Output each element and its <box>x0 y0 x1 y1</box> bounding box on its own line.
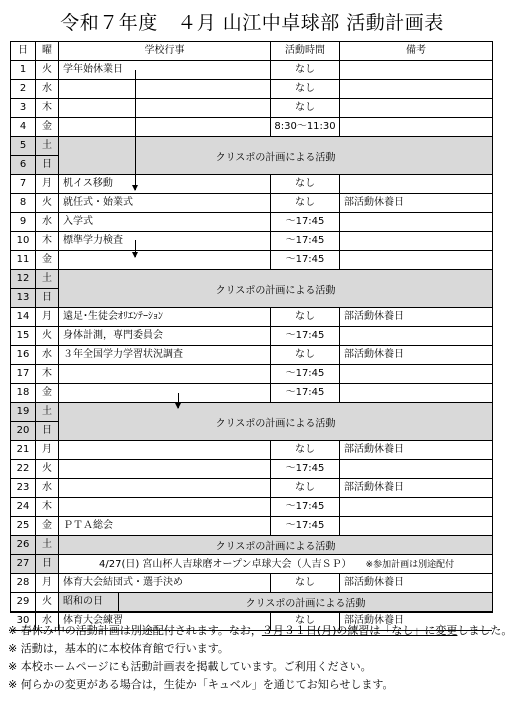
table-row <box>11 479 492 498</box>
row-time: ～17:45 <box>271 517 340 535</box>
row-day: 10 <box>11 232 36 250</box>
row-time: なし <box>271 175 340 193</box>
table-row <box>11 118 492 137</box>
club-plan-merged-cell-5 <box>119 593 492 612</box>
row-dow: 土 <box>36 536 59 554</box>
row-dow: 水 <box>36 612 59 630</box>
row-dow: 土 <box>36 270 59 288</box>
row-note <box>340 460 492 478</box>
table-row <box>11 346 492 365</box>
row-day: 2 <box>11 80 36 98</box>
row-time: なし <box>271 479 340 497</box>
footnote-3: ※ 本校ホームページにも活動計画表を掲載しています。ご利用ください。 <box>8 660 372 673</box>
table-row <box>11 460 492 479</box>
row-dow: 水 <box>36 80 59 98</box>
row-event <box>59 384 271 402</box>
header-note: 備考 <box>406 45 426 56</box>
row-day: 3 <box>11 99 36 117</box>
tournament-note: ※参加計画は別途配付 <box>365 560 455 570</box>
row-dow: 日 <box>36 289 59 307</box>
row-dow: 水 <box>36 346 59 364</box>
row-dow: 土 <box>36 403 59 421</box>
row-event: 体育大会結団式・選手決め <box>59 574 271 592</box>
table-row <box>11 308 492 327</box>
row-day: 5 <box>11 137 36 155</box>
row-time: 8:30～11:30 <box>271 118 340 136</box>
table-row <box>11 365 492 384</box>
row-day: 13 <box>11 289 36 307</box>
table-row <box>11 441 492 460</box>
row-day: 26 <box>11 536 36 554</box>
table-row <box>11 213 492 232</box>
row-day: 15 <box>11 327 36 345</box>
row-day: 6 <box>11 156 36 174</box>
row-note <box>340 61 492 79</box>
row-dow: 火 <box>36 460 59 478</box>
row-note <box>340 327 492 345</box>
row-event: ３年全国学力学習状況調査 <box>59 346 271 364</box>
row-event <box>59 365 271 383</box>
row-day: 7 <box>11 175 36 193</box>
row-note: 部活動休養日 <box>344 197 404 208</box>
row-time: なし <box>271 574 340 592</box>
page-title: 令和７年度 ４月 山江中卓球部 活動計画表 <box>60 12 444 34</box>
header-time: 活動時間 <box>271 42 340 60</box>
row-note <box>340 175 492 193</box>
row-day: 4 <box>11 118 36 136</box>
club-plan-merged-cell-2 <box>59 270 492 308</box>
footnotes <box>8 622 512 694</box>
club-plan-merged-cell-4-label: クリスポの計画による活動 <box>215 541 336 553</box>
row-event <box>59 498 271 516</box>
table-row <box>11 327 492 346</box>
row-dow: 金 <box>36 517 59 535</box>
row-event <box>59 441 271 459</box>
row-event <box>59 479 271 497</box>
table-row <box>11 384 492 403</box>
header-dow: 曜 <box>36 42 59 60</box>
footnote-2: ※ 活動は，基本的に本校体育館で行います。 <box>8 642 229 655</box>
row-time: なし <box>271 612 340 630</box>
row-note <box>340 498 492 516</box>
row-note: 部活動休養日 <box>344 311 404 322</box>
row-note: 部活動休養日 <box>344 615 404 626</box>
row-event: 遠足･生徒会ｵﾘｴﾝﾃｰｼｮﾝ <box>59 308 271 326</box>
row-day: 18 <box>11 384 36 402</box>
row-dow: 火 <box>36 61 59 79</box>
table-row <box>11 232 492 251</box>
row-day: 1 <box>11 61 36 79</box>
row-event <box>59 99 271 117</box>
row-day: 22 <box>11 460 36 478</box>
row-dow: 火 <box>36 194 59 212</box>
row-day: 25 <box>11 517 36 535</box>
club-plan-merged-cell-3 <box>59 403 492 441</box>
row-day: 21 <box>11 441 36 459</box>
row-dow: 日 <box>36 156 59 174</box>
row-event: 身体計測，専門委員会 <box>59 327 271 345</box>
row-dow: 水 <box>36 479 59 497</box>
row-dow: 木 <box>36 365 59 383</box>
row-dow: 金 <box>36 118 59 136</box>
table-header-row <box>11 42 492 61</box>
row-dow: 日 <box>36 422 59 440</box>
row-time: なし <box>271 194 340 212</box>
row-time: ～17:45 <box>271 460 340 478</box>
row-dow: 木 <box>36 99 59 117</box>
row-event: 学年始休業日 <box>59 61 271 79</box>
club-plan-merged-cell-1 <box>59 137 492 175</box>
row-day: 23 <box>11 479 36 497</box>
row-day: 16 <box>11 346 36 364</box>
row-day: 17 <box>11 365 36 383</box>
row-event: 机イス移動 <box>59 175 271 193</box>
row-time: なし <box>271 346 340 364</box>
row-dow: 月 <box>36 441 59 459</box>
row-day: 28 <box>11 574 36 592</box>
row-event <box>59 80 271 98</box>
row-time: ～17:45 <box>271 365 340 383</box>
row-event <box>59 460 271 478</box>
row-event: 体育大会練習 <box>59 612 271 630</box>
row-dow: 金 <box>36 384 59 402</box>
row-day: 14 <box>11 308 36 326</box>
club-plan-merged-cell-5-label: クリスポの計画による活動 <box>245 598 366 610</box>
row-note <box>340 517 492 535</box>
row-day: 19 <box>11 403 36 421</box>
table-row <box>11 498 492 517</box>
arrow-down-icon <box>178 393 179 408</box>
row-time: ～17:45 <box>271 251 340 269</box>
tournament-text: 4/27(日) 宮山杯人吉球磨オープン卓球大会（人吉ＳＰ） <box>99 559 352 570</box>
table-row <box>11 175 492 194</box>
activity-schedule-table <box>10 41 493 626</box>
row-note <box>340 99 492 117</box>
club-plan-merged-cell-1-label: クリスポの計画による活動 <box>215 152 336 163</box>
row-note: 部活動休養日 <box>344 444 404 455</box>
row-time: ～17:45 <box>271 498 340 516</box>
row-time: ～17:45 <box>271 327 340 345</box>
footnote-1-tail: しました。 <box>457 624 512 637</box>
row-event: 就任式・始業式 <box>59 194 271 212</box>
row-event: 昭和の日 <box>59 593 119 611</box>
row-day: 9 <box>11 213 36 231</box>
table-row <box>11 194 492 213</box>
row-event: 入学式 <box>59 213 271 231</box>
club-plan-merged-cell-3-label: クリスポの計画による活動 <box>215 418 336 429</box>
row-event: 標準学力検査 <box>59 232 271 250</box>
footnote-1-underlined: ３月３１日(月)の練習は「なし」に変更 <box>261 624 458 637</box>
row-note <box>340 80 492 98</box>
footnote-4: ※ 何らかの変更がある場合は，生徒か「キュベル」を通じてお知らせします。 <box>8 678 394 691</box>
row-dow: 木 <box>36 498 59 516</box>
row-dow: 火 <box>36 593 59 611</box>
row-time: なし <box>271 80 340 98</box>
row-day: 11 <box>11 251 36 269</box>
table-row <box>11 80 492 99</box>
table-row <box>11 574 492 593</box>
row-dow: 日 <box>36 555 59 573</box>
row-day: 29 <box>11 593 36 611</box>
row-note <box>340 232 492 250</box>
row-note: 部活動休養日 <box>344 349 404 360</box>
row-event <box>59 251 271 269</box>
row-dow: 火 <box>36 327 59 345</box>
row-dow: 土 <box>36 137 59 155</box>
row-note <box>340 365 492 383</box>
row-note <box>340 118 492 136</box>
footnote-1-text: ※ 春休み中の活動計画は別途配付されます。なお， <box>8 624 262 637</box>
row-day: 8 <box>11 194 36 212</box>
row-day: 24 <box>11 498 36 516</box>
row-dow: 月 <box>36 175 59 193</box>
row-day: 20 <box>11 422 36 440</box>
table-row <box>11 251 492 270</box>
tournament-row <box>59 555 492 574</box>
arrow-down-icon <box>135 70 136 190</box>
row-dow: 木 <box>36 232 59 250</box>
club-plan-merged-cell-2-label: クリスポの計画による活動 <box>215 285 336 296</box>
row-dow: 月 <box>36 308 59 326</box>
row-time: なし <box>271 308 340 326</box>
table-row <box>11 517 492 536</box>
row-note <box>340 213 492 231</box>
row-day: 30 <box>11 612 36 630</box>
header-event: 学校行事 <box>59 42 271 60</box>
table-row <box>11 61 492 80</box>
row-note <box>340 251 492 269</box>
row-note <box>340 384 492 402</box>
club-plan-merged-cell-4 <box>59 536 492 555</box>
row-time: ～17:45 <box>271 232 340 250</box>
row-day: 12 <box>11 270 36 288</box>
row-dow: 月 <box>36 574 59 592</box>
row-time: ～17:45 <box>271 213 340 231</box>
row-day: 27 <box>11 555 36 573</box>
row-time: なし <box>271 61 340 79</box>
row-event: ＰＴＡ総会 <box>59 517 271 535</box>
arrow-down-icon <box>135 240 136 257</box>
row-time: ～17:45 <box>271 384 340 402</box>
row-event <box>59 118 271 136</box>
row-note: 部活動休養日 <box>344 482 404 493</box>
header-day: 日 <box>11 42 36 60</box>
row-time: なし <box>271 441 340 459</box>
row-dow: 金 <box>36 251 59 269</box>
row-note: 部活動休養日 <box>344 577 404 588</box>
footnote-1 <box>8 622 512 640</box>
row-time: なし <box>271 99 340 117</box>
table-row <box>11 99 492 118</box>
row-dow: 水 <box>36 213 59 231</box>
